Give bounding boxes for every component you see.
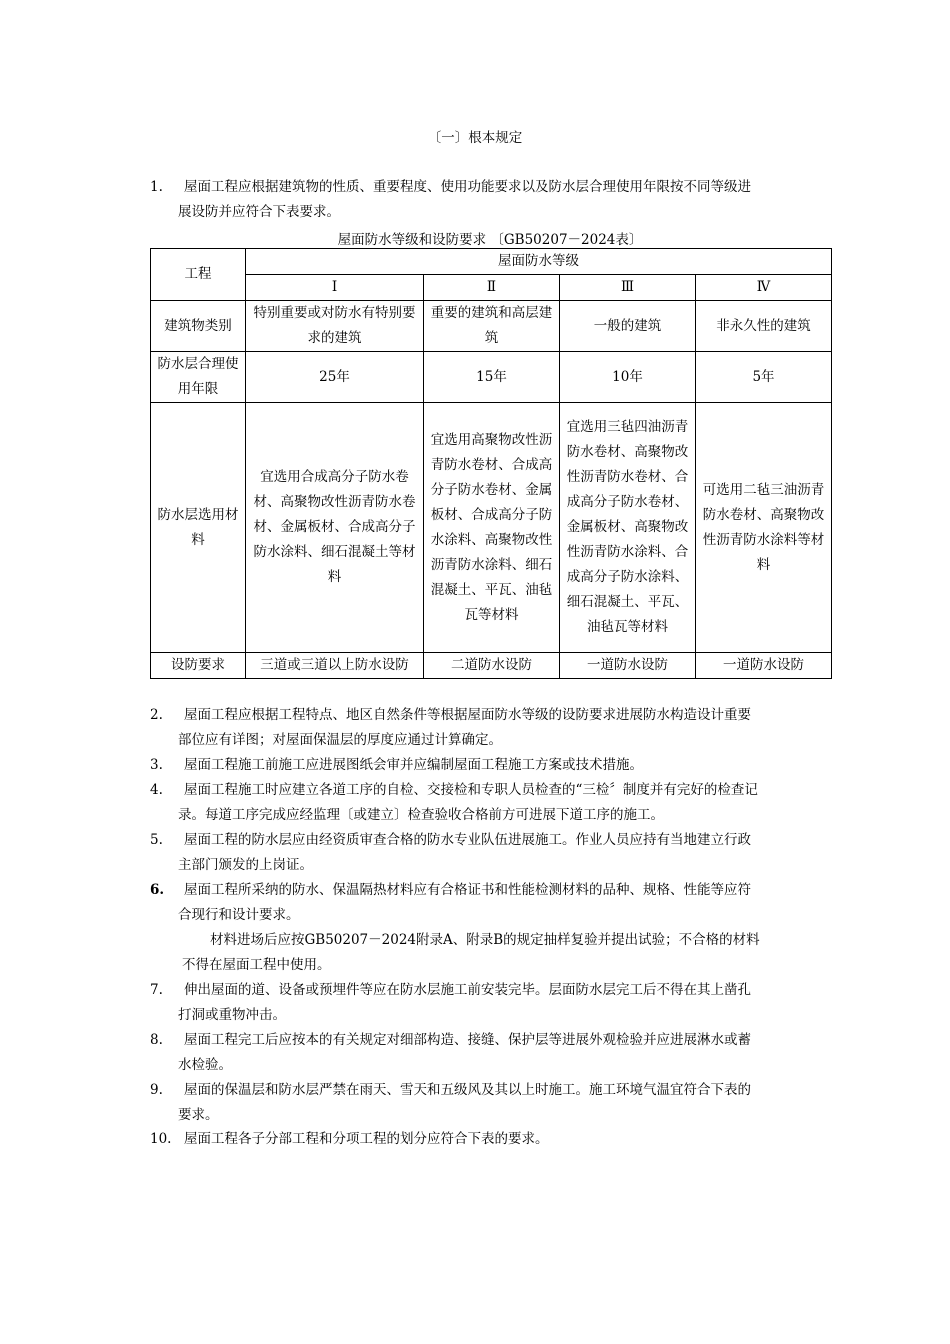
- item-text-line1: 屋面工程完工后应按本的有关规定对细部构造、接缝、保护层等进展外观检验并应进展淋水或蓄: [184, 1032, 751, 1048]
- row-label: 防水层合理使用年限: [151, 352, 246, 403]
- item-number: 1.: [150, 179, 163, 195]
- item-text-line1: 伸出屋面的道、设备或预埋件等应在防水层施工前安装完毕。层面防水层完工后不得在其上凿孔: [184, 982, 751, 998]
- list-item-8: [150, 1028, 800, 1078]
- list-item-4: [150, 778, 800, 828]
- item-text-line2: 主部门颁发的上岗证。: [178, 857, 313, 873]
- table-cell: 一道防水设防: [696, 653, 832, 679]
- header-grade: 屋面防水等级: [246, 249, 832, 275]
- table-cell: 一般的建筑: [560, 301, 696, 352]
- list-item-9: [150, 1078, 800, 1128]
- table-cell: 三道或三道以上防水设防: [246, 653, 424, 679]
- item-text-line1: 屋面工程施工时应建立各道工序的自检、交接检和专职人员检查的“三检〞制度并有完好的检查记: [184, 782, 758, 798]
- waterproof-grade-table: [150, 248, 832, 679]
- table-cell: 宜选用高聚物改性沥青防水卷材、合成高分子防水卷材、金属板材、合成高分子防水涂料、高聚物改性沥青防水涂料、细石混凝土、平瓦、油毡瓦等材料: [424, 403, 560, 653]
- item-number: 5.: [150, 832, 163, 848]
- row-label: 防水层选用材料: [151, 403, 246, 653]
- header-project: 工程: [151, 249, 246, 301]
- item-text-line1: 屋面工程应根据建筑物的性质、重要程度、使用功能要求以及防水层合理使用年限按不同等级进: [184, 179, 751, 195]
- item-text-line1: 屋面工程各子分部工程和分项工程的划分应符合下表的要求。: [184, 1131, 549, 1147]
- item-number: 9.: [150, 1082, 163, 1098]
- table-cell: 宜选用三毡四油沥青防水卷材、高聚物改性沥青防水卷材、合成高分子防水卷材、金属板材、高聚物改性沥青防水涂料、合成高分子防水涂料、细石混凝土、平瓦、油毡瓦等材料: [560, 403, 696, 653]
- table-caption: 屋面防水等级和设防要求 〔GB50207－2024表〕: [337, 232, 643, 248]
- table-cell: 二道防水设防: [424, 653, 560, 679]
- item-number: 7.: [150, 982, 163, 998]
- grade-1: Ⅰ: [246, 275, 424, 301]
- table-cell: 宜选用合成高分子防水卷材、高聚物改性沥青防水卷材、金属板材、合成高分子防水涂料、细石混凝土等材料: [246, 403, 424, 653]
- table-cell: 非永久性的建筑: [696, 301, 832, 352]
- table-cell: 重要的建筑和高层建筑: [424, 301, 560, 352]
- table-cell: 特别重要或对防水有特别要求的建筑: [246, 301, 424, 352]
- item-text-line2: 打洞或重物冲击。: [178, 1007, 286, 1023]
- item-text-line1: 屋面的保温层和防水层严禁在雨天、雪天和五级风及其以上时施工。施工环境气温宜符合下表的: [184, 1082, 751, 1098]
- item-text-line1: 屋面工程应根据工程特点、地区自然条件等根据屋面防水等级的设防要求进展防水构造设计重要: [184, 707, 751, 723]
- list-item-1: [150, 175, 800, 225]
- item-text-line2: 展设防并应符合下表要求。: [178, 204, 340, 220]
- item-text-line2: 要求。: [178, 1107, 219, 1123]
- list-item-6: [150, 878, 800, 928]
- item-number: 6.: [150, 882, 165, 898]
- table-cell: 5年: [696, 352, 832, 403]
- row-label: 设防要求: [151, 653, 246, 679]
- row-label: 建筑物类别: [151, 301, 246, 352]
- table-cell: 10年: [560, 352, 696, 403]
- item-number: 4.: [150, 782, 163, 798]
- item-6-extra-line2: 不得在屋面工程中使用。: [182, 957, 331, 973]
- grade-2: Ⅱ: [424, 275, 560, 301]
- table-cell: 15年: [424, 352, 560, 403]
- list-item-10: [150, 1127, 800, 1152]
- table-cell: 可选用二毡三油沥青防水卷材、高聚物改性沥青防水涂料等材料: [696, 403, 832, 653]
- list-item-7: [150, 978, 800, 1028]
- section-title: 〔一〕根本规定: [427, 130, 523, 146]
- table-cell: 25年: [246, 352, 424, 403]
- item-text-line2: 部位应有详图；对屋面保温层的厚度应通过计算确定。: [178, 732, 502, 748]
- list-item-2: [150, 703, 800, 753]
- list-item-3: [150, 753, 800, 778]
- list-item-5: [150, 828, 800, 878]
- table-cell: 一道防水设防: [560, 653, 696, 679]
- item-number: 3.: [150, 757, 163, 773]
- grade-3: Ⅲ: [560, 275, 696, 301]
- grade-4: Ⅳ: [696, 275, 832, 301]
- item-text-line2: 合现行和设计要求。: [178, 907, 300, 923]
- item-number: 8.: [150, 1032, 163, 1048]
- item-6-extra-line1: 材料进场后应按GB50207－2024附录A、附录B的规定抽样复验并提出试验；不合格的材料: [210, 932, 760, 948]
- item-text-line1: 屋面工程所采纳的防水、保温隔热材料应有合格证书和性能检测材料的品种、规格、性能等应符: [184, 882, 751, 898]
- item-text-line2: 水检验。: [178, 1057, 232, 1073]
- item-number: 2.: [150, 707, 163, 723]
- item-text-line2: 录。每道工序完成应经监理〔或建立〕检查验收合格前方可进展下道工序的施工。: [178, 807, 664, 823]
- item-number: 10.: [150, 1131, 172, 1147]
- item-text-line1: 屋面工程施工前施工应进展图纸会审并应编制屋面工程施工方案或技术措施。: [184, 757, 643, 773]
- item-text-line1: 屋面工程的防水层应由经资质审查合格的防水专业队伍进展施工。作业人员应持有当地建立行政: [184, 832, 751, 848]
